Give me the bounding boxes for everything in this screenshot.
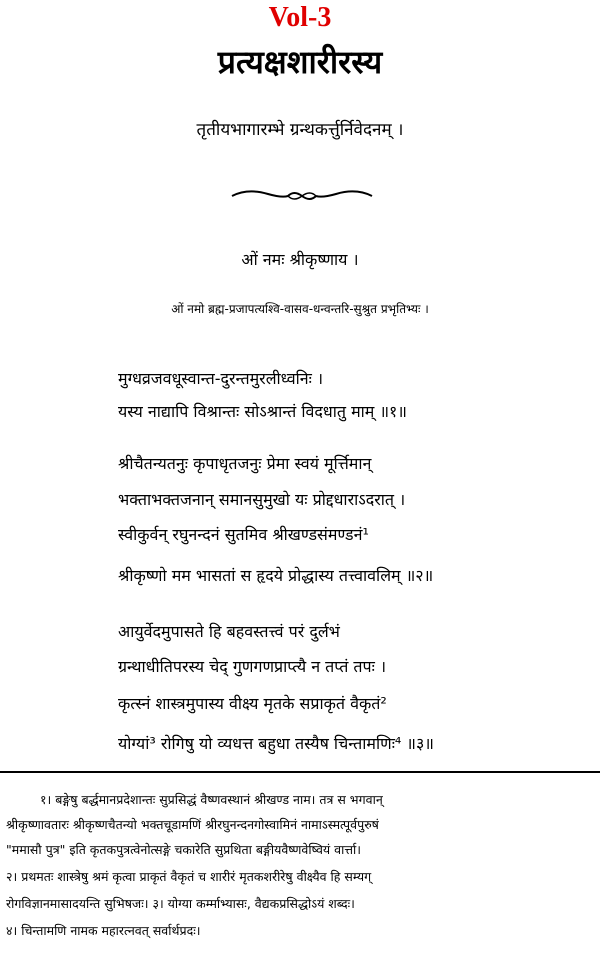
footnote-line: "ममासौ पुत्र" इति कृतकपुत्रत्वेनोत्सङ्गे चकारेति सुप्रथिता बङ्गीयवैष्णवेष्वियं वार्त्ता। xyxy=(6,842,361,857)
verse-line: आयुर्वेदमुपासते हि बहवस्तत्त्वं परं दुर्लभं xyxy=(118,622,340,641)
verse-line: मुग्धव्रजवधूस्वान्त-दुरन्तमुरलीध्वनिः । xyxy=(118,369,324,388)
invocation: ओं नमः श्रीकृष्णाय । xyxy=(241,250,359,269)
verse-line: श्रीचैतन्यतनुः कृपाधृतजनुः प्रेमा स्वयं मूर्त्तिमान् xyxy=(118,454,372,473)
verse-line: ग्रन्थाधीतिपरस्य चेद् गुणगणप्राप्त्यै न तप्तं तपः । xyxy=(118,657,387,676)
page-title: प्रत्यक्षशारीरस्य xyxy=(217,43,383,81)
footnote-divider xyxy=(0,771,600,773)
verse-line: स्वीकुर्वन् रघुनन्दनं सुतमिव श्रीखण्डसंमण्डनं¹ xyxy=(118,525,369,544)
subtitle: तृतीयभागारम्भे ग्रन्थकर्त्तुर्निवेदनम् । xyxy=(196,120,404,140)
verse-line: श्रीकृष्णो मम भासतां स हृदये प्रोद्धास्य तत्त्वावलिम् ॥२॥ xyxy=(118,566,434,585)
verse-line: यस्य नाद्यापि विश्रान्तः सोऽश्रान्तं विदधातु माम् ॥१॥ xyxy=(118,402,407,421)
footnote-line: १। बङ्गेषु बर्द्धमानप्रदेशान्तः सुप्रसिद्धं वैष्णवस्थानं श्रीखण्ड नाम। तत्र स भगवान् xyxy=(40,792,383,807)
volume-label: Vol-3 xyxy=(268,2,332,33)
salutation: ओं नमो ब्रह्म-प्रजापत्यश्वि-वासव-धन्वन्तरि-सुश्रुत प्रभृतिभ्यः । xyxy=(171,302,429,316)
verse-line: योग्यां³ रोगिषु यो व्यधत्त बहुधा तस्यैष चिन्तामणिः⁴ ॥३॥ xyxy=(118,734,434,753)
ornament-divider xyxy=(230,184,374,208)
verse-line: कृत्स्नं शास्त्रमुपास्य वीक्ष्य मृतके सप्राकृतं वैकृतं² xyxy=(118,694,387,713)
verse-line: भक्ताभक्तजनान् समानसुमुखो यः प्रोद्दधाराऽदरात् । xyxy=(118,490,406,509)
footnote-line: २। प्रथमतः शास्त्रेषु श्रमं कृत्वा प्राकृतं वैकृतं च शारीरं मृतकशरीरेषु वीक्ष्यैव हि सम्यग् xyxy=(6,869,372,884)
footnote-line: रोगविज्ञानमासादयन्ति सुभिषजः। ३। योग्या कर्म्माभ्यासः, वैद्यकप्रसिद्धोऽयं शब्दः। xyxy=(6,896,355,911)
footnote-line: श्रीकृष्णावतारः श्रीकृष्णचैतन्यो भक्तचूडामणिं श्रीरघुनन्दनगोस्वामिनं नामाऽस्मत्पूर्वपुरुषं xyxy=(6,817,379,832)
footnote-line: ४। चिन्तामणि नामक महारत्नवत् सर्वार्थप्रदः। xyxy=(6,923,201,938)
